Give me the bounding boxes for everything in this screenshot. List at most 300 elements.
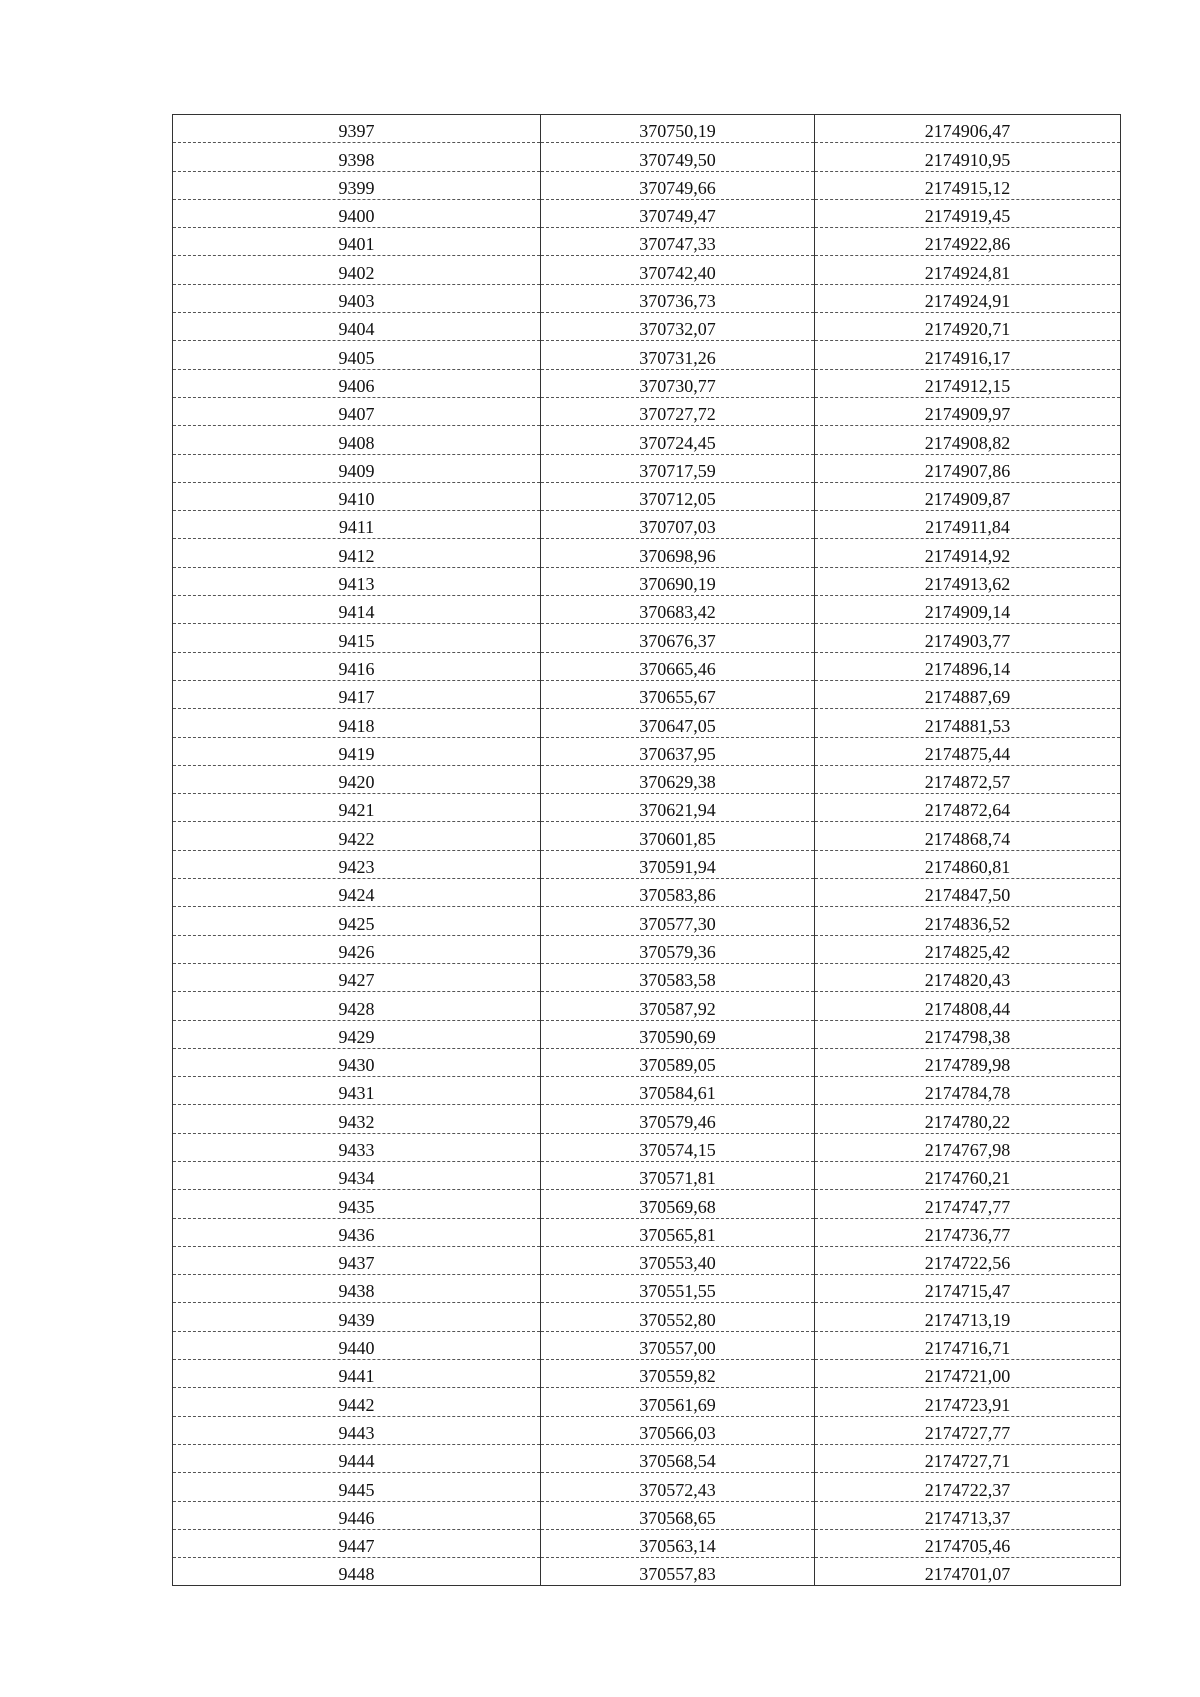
point-number-cell bbox=[173, 680, 541, 708]
x-coordinate-cell-text: 370579,46 bbox=[639, 1111, 716, 1132]
y-coordinate-cell bbox=[815, 1020, 1121, 1048]
point-number-cell bbox=[173, 454, 541, 482]
x-coordinate-cell bbox=[541, 1275, 815, 1303]
point-number-cell bbox=[173, 1331, 541, 1359]
y-coordinate-cell-text: 2174910,95 bbox=[924, 149, 1011, 170]
x-coordinate-cell-text: 370727,72 bbox=[639, 404, 716, 425]
point-number-cell bbox=[173, 850, 541, 878]
point-number-cell-text: 9418 bbox=[338, 715, 375, 736]
x-coordinate-cell bbox=[541, 143, 815, 171]
table-row bbox=[173, 652, 1121, 680]
x-coordinate-cell bbox=[541, 992, 815, 1020]
point-number-cell bbox=[173, 1275, 541, 1303]
point-number-cell-text: 9416 bbox=[338, 658, 375, 679]
x-coordinate-cell-text: 370557,00 bbox=[639, 1338, 716, 1359]
point-number-cell bbox=[173, 1048, 541, 1076]
table-row bbox=[173, 1161, 1121, 1189]
point-number-cell-text: 9402 bbox=[338, 262, 375, 283]
y-coordinate-cell bbox=[815, 935, 1121, 963]
table-row bbox=[173, 1275, 1121, 1303]
y-coordinate-cell-text: 2174924,81 bbox=[924, 262, 1011, 283]
x-coordinate-cell-text: 370568,54 bbox=[639, 1451, 716, 1472]
point-number-cell-text: 9405 bbox=[338, 347, 375, 368]
y-coordinate-cell-text: 2174723,91 bbox=[924, 1394, 1011, 1415]
x-coordinate-cell bbox=[541, 482, 815, 510]
point-number-cell bbox=[173, 935, 541, 963]
point-number-cell bbox=[173, 963, 541, 991]
y-coordinate-cell bbox=[815, 1048, 1121, 1076]
point-number-cell bbox=[173, 369, 541, 397]
y-coordinate-cell bbox=[815, 426, 1121, 454]
y-coordinate-cell bbox=[815, 1501, 1121, 1529]
x-coordinate-cell bbox=[541, 1388, 815, 1416]
x-coordinate-cell-text: 370637,95 bbox=[639, 743, 716, 764]
point-number-cell-text: 9397 bbox=[338, 121, 375, 142]
table-row bbox=[173, 794, 1121, 822]
table-row bbox=[173, 1133, 1121, 1161]
y-coordinate-cell-text: 2174881,53 bbox=[924, 715, 1011, 736]
point-number-cell bbox=[173, 1360, 541, 1388]
x-coordinate-cell bbox=[541, 1444, 815, 1472]
point-number-cell bbox=[173, 539, 541, 567]
point-number-cell-text: 9407 bbox=[338, 404, 375, 425]
x-coordinate-cell-text: 370572,43 bbox=[639, 1479, 716, 1500]
y-coordinate-cell-text: 2174736,77 bbox=[924, 1224, 1011, 1245]
point-number-cell bbox=[173, 1077, 541, 1105]
table-row bbox=[173, 511, 1121, 539]
table-row bbox=[173, 1529, 1121, 1557]
point-number-cell-text: 9435 bbox=[338, 1196, 375, 1217]
point-number-cell bbox=[173, 1529, 541, 1557]
x-coordinate-cell bbox=[541, 397, 815, 425]
y-coordinate-cell-text: 2174868,74 bbox=[924, 828, 1011, 849]
y-coordinate-cell bbox=[815, 143, 1121, 171]
x-coordinate-cell-text: 370557,83 bbox=[639, 1564, 716, 1585]
point-number-cell bbox=[173, 511, 541, 539]
y-coordinate-cell-text: 2174713,19 bbox=[924, 1309, 1011, 1330]
table-row bbox=[173, 1077, 1121, 1105]
x-coordinate-cell-text: 370566,03 bbox=[639, 1422, 716, 1443]
y-coordinate-cell bbox=[815, 992, 1121, 1020]
x-coordinate-cell bbox=[541, 624, 815, 652]
x-coordinate-cell-text: 370676,37 bbox=[639, 630, 716, 651]
table-row bbox=[173, 426, 1121, 454]
table-row bbox=[173, 737, 1121, 765]
y-coordinate-cell-text: 2174911,84 bbox=[925, 517, 1010, 538]
y-coordinate-cell-text: 2174722,56 bbox=[924, 1253, 1011, 1274]
y-coordinate-cell bbox=[815, 765, 1121, 793]
x-coordinate-cell bbox=[541, 596, 815, 624]
point-number-cell-text: 9434 bbox=[338, 1168, 375, 1189]
table-row bbox=[173, 1218, 1121, 1246]
point-number-cell-text: 9439 bbox=[338, 1309, 375, 1330]
point-number-cell-text: 9424 bbox=[338, 885, 375, 906]
y-coordinate-cell-text: 2174920,71 bbox=[924, 319, 1011, 340]
y-coordinate-cell-text: 2174784,78 bbox=[924, 1083, 1011, 1104]
point-number-cell bbox=[173, 1133, 541, 1161]
y-coordinate-cell-text: 2174760,21 bbox=[924, 1168, 1011, 1189]
y-coordinate-cell bbox=[815, 539, 1121, 567]
x-coordinate-cell bbox=[541, 228, 815, 256]
point-number-cell bbox=[173, 765, 541, 793]
point-number-cell-text: 9399 bbox=[338, 177, 375, 198]
x-coordinate-cell-text: 370569,68 bbox=[639, 1196, 716, 1217]
y-coordinate-cell bbox=[815, 1529, 1121, 1557]
point-number-cell bbox=[173, 1501, 541, 1529]
coordinates-table bbox=[172, 114, 1121, 1586]
x-coordinate-cell bbox=[541, 680, 815, 708]
y-coordinate-cell bbox=[815, 822, 1121, 850]
y-coordinate-cell-text: 2174780,22 bbox=[924, 1111, 1011, 1132]
table-row bbox=[173, 1331, 1121, 1359]
x-coordinate-cell-text: 370587,92 bbox=[639, 998, 716, 1019]
x-coordinate-cell-text: 370579,36 bbox=[639, 941, 716, 962]
point-number-cell bbox=[173, 228, 541, 256]
point-number-cell-text: 9409 bbox=[338, 460, 375, 481]
point-number-cell bbox=[173, 652, 541, 680]
table-row bbox=[173, 539, 1121, 567]
y-coordinate-cell-text: 2174705,46 bbox=[924, 1536, 1011, 1557]
table-row bbox=[173, 992, 1121, 1020]
table-row bbox=[173, 765, 1121, 793]
point-number-cell bbox=[173, 1105, 541, 1133]
x-coordinate-cell bbox=[541, 1218, 815, 1246]
point-number-cell-text: 9406 bbox=[338, 375, 375, 396]
y-coordinate-cell bbox=[815, 1473, 1121, 1501]
x-coordinate-cell-text: 370559,82 bbox=[639, 1366, 716, 1387]
y-coordinate-cell bbox=[815, 115, 1121, 143]
table-row bbox=[173, 850, 1121, 878]
y-coordinate-cell-text: 2174860,81 bbox=[924, 857, 1011, 878]
x-coordinate-cell bbox=[541, 1529, 815, 1557]
x-coordinate-cell bbox=[541, 284, 815, 312]
x-coordinate-cell bbox=[541, 1416, 815, 1444]
y-coordinate-cell bbox=[815, 879, 1121, 907]
y-coordinate-cell bbox=[815, 596, 1121, 624]
point-number-cell bbox=[173, 1558, 541, 1586]
x-coordinate-cell-text: 370747,33 bbox=[639, 234, 716, 255]
y-coordinate-cell bbox=[815, 397, 1121, 425]
y-coordinate-cell-text: 2174908,82 bbox=[924, 432, 1011, 453]
x-coordinate-cell bbox=[541, 256, 815, 284]
point-number-cell bbox=[173, 115, 541, 143]
y-coordinate-cell bbox=[815, 1558, 1121, 1586]
point-number-cell-text: 9419 bbox=[338, 743, 375, 764]
point-number-cell bbox=[173, 879, 541, 907]
x-coordinate-cell bbox=[541, 794, 815, 822]
point-number-cell bbox=[173, 1444, 541, 1472]
point-number-cell bbox=[173, 143, 541, 171]
x-coordinate-cell-text: 370712,05 bbox=[639, 489, 716, 510]
point-number-cell-text: 9425 bbox=[338, 913, 375, 934]
y-coordinate-cell-text: 2174919,45 bbox=[924, 206, 1011, 227]
y-coordinate-cell bbox=[815, 567, 1121, 595]
table-row bbox=[173, 1473, 1121, 1501]
table-row bbox=[173, 1048, 1121, 1076]
point-number-cell bbox=[173, 794, 541, 822]
y-coordinate-cell-text: 2174847,50 bbox=[924, 885, 1011, 906]
x-coordinate-cell-text: 370730,77 bbox=[639, 375, 716, 396]
x-coordinate-cell bbox=[541, 1501, 815, 1529]
point-number-cell-text: 9421 bbox=[338, 800, 375, 821]
y-coordinate-cell-text: 2174875,44 bbox=[924, 743, 1011, 764]
y-coordinate-cell bbox=[815, 1303, 1121, 1331]
table-row bbox=[173, 879, 1121, 907]
table-row bbox=[173, 935, 1121, 963]
y-coordinate-cell bbox=[815, 1077, 1121, 1105]
table-row bbox=[173, 1416, 1121, 1444]
x-coordinate-cell bbox=[541, 1161, 815, 1189]
x-coordinate-cell bbox=[541, 963, 815, 991]
table-row bbox=[173, 369, 1121, 397]
table-row bbox=[173, 143, 1121, 171]
x-coordinate-cell bbox=[541, 567, 815, 595]
point-number-cell-text: 9445 bbox=[338, 1479, 375, 1500]
table-row bbox=[173, 963, 1121, 991]
y-coordinate-cell-text: 2174825,42 bbox=[924, 941, 1011, 962]
x-coordinate-cell bbox=[541, 1077, 815, 1105]
point-number-cell bbox=[173, 341, 541, 369]
y-coordinate-cell bbox=[815, 737, 1121, 765]
y-coordinate-cell bbox=[815, 1161, 1121, 1189]
table-row bbox=[173, 171, 1121, 199]
y-coordinate-cell-text: 2174716,71 bbox=[924, 1338, 1011, 1359]
x-coordinate-cell-text: 370565,81 bbox=[639, 1224, 716, 1245]
point-number-cell-text: 9446 bbox=[338, 1507, 375, 1528]
x-coordinate-cell-text: 370736,73 bbox=[639, 291, 716, 312]
point-number-cell-text: 9428 bbox=[338, 998, 375, 1019]
y-coordinate-cell bbox=[815, 313, 1121, 341]
table-row bbox=[173, 1105, 1121, 1133]
x-coordinate-cell bbox=[541, 709, 815, 737]
x-coordinate-cell-text: 370571,81 bbox=[639, 1168, 716, 1189]
x-coordinate-cell bbox=[541, 1133, 815, 1161]
y-coordinate-cell-text: 2174909,14 bbox=[924, 602, 1011, 623]
table-row bbox=[173, 482, 1121, 510]
y-coordinate-cell-text: 2174713,37 bbox=[924, 1507, 1011, 1528]
x-coordinate-cell-text: 370731,26 bbox=[639, 347, 716, 368]
point-number-cell-text: 9410 bbox=[338, 489, 375, 510]
y-coordinate-cell bbox=[815, 709, 1121, 737]
point-number-cell bbox=[173, 256, 541, 284]
point-number-cell bbox=[173, 397, 541, 425]
y-coordinate-cell bbox=[815, 794, 1121, 822]
x-coordinate-cell-text: 370568,65 bbox=[639, 1507, 716, 1528]
x-coordinate-cell-text: 370583,86 bbox=[639, 885, 716, 906]
y-coordinate-cell bbox=[815, 1388, 1121, 1416]
x-coordinate-cell-text: 370621,94 bbox=[639, 800, 716, 821]
point-number-cell-text: 9447 bbox=[338, 1536, 375, 1557]
y-coordinate-cell-text: 2174887,69 bbox=[924, 687, 1011, 708]
x-coordinate-cell bbox=[541, 1360, 815, 1388]
coordinates-table-body bbox=[173, 115, 1121, 1586]
x-coordinate-cell bbox=[541, 369, 815, 397]
point-number-cell bbox=[173, 1218, 541, 1246]
x-coordinate-cell bbox=[541, 1246, 815, 1274]
point-number-cell bbox=[173, 1020, 541, 1048]
table-row bbox=[173, 397, 1121, 425]
point-number-cell-text: 9398 bbox=[338, 149, 375, 170]
y-coordinate-cell-text: 2174820,43 bbox=[924, 970, 1011, 991]
table-row bbox=[173, 1360, 1121, 1388]
y-coordinate-cell-text: 2174912,15 bbox=[924, 375, 1011, 396]
table-row bbox=[173, 596, 1121, 624]
y-coordinate-cell-text: 2174872,57 bbox=[924, 772, 1011, 793]
point-number-cell bbox=[173, 1246, 541, 1274]
x-coordinate-cell bbox=[541, 850, 815, 878]
y-coordinate-cell-text: 2174909,97 bbox=[924, 404, 1011, 425]
x-coordinate-cell-text: 370629,38 bbox=[639, 772, 716, 793]
table-row bbox=[173, 907, 1121, 935]
table-row bbox=[173, 709, 1121, 737]
y-coordinate-cell bbox=[815, 1416, 1121, 1444]
point-number-cell bbox=[173, 737, 541, 765]
y-coordinate-cell bbox=[815, 680, 1121, 708]
point-number-cell-text: 9423 bbox=[338, 857, 375, 878]
point-number-cell bbox=[173, 1190, 541, 1218]
point-number-cell bbox=[173, 992, 541, 1020]
point-number-cell-text: 9432 bbox=[338, 1111, 375, 1132]
x-coordinate-cell-text: 370732,07 bbox=[639, 319, 716, 340]
point-number-cell-text: 9437 bbox=[338, 1253, 375, 1274]
point-number-cell-text: 9430 bbox=[338, 1055, 375, 1076]
table-row bbox=[173, 284, 1121, 312]
point-number-cell-text: 9422 bbox=[338, 828, 375, 849]
y-coordinate-cell-text: 2174915,12 bbox=[924, 177, 1011, 198]
point-number-cell-text: 9404 bbox=[338, 319, 375, 340]
point-number-cell-text: 9417 bbox=[338, 687, 375, 708]
point-number-cell bbox=[173, 482, 541, 510]
x-coordinate-cell bbox=[541, 539, 815, 567]
y-coordinate-cell bbox=[815, 341, 1121, 369]
x-coordinate-cell-text: 370749,66 bbox=[639, 177, 716, 198]
y-coordinate-cell bbox=[815, 256, 1121, 284]
y-coordinate-cell-text: 2174896,14 bbox=[924, 658, 1011, 679]
table-row bbox=[173, 256, 1121, 284]
x-coordinate-cell bbox=[541, 341, 815, 369]
table-row bbox=[173, 454, 1121, 482]
x-coordinate-cell-text: 370647,05 bbox=[639, 715, 716, 736]
y-coordinate-cell bbox=[815, 1246, 1121, 1274]
point-number-cell-text: 9427 bbox=[338, 970, 375, 991]
table-row bbox=[173, 1501, 1121, 1529]
y-coordinate-cell bbox=[815, 1444, 1121, 1472]
point-number-cell bbox=[173, 199, 541, 227]
point-number-cell-text: 9442 bbox=[338, 1394, 375, 1415]
y-coordinate-cell bbox=[815, 1360, 1121, 1388]
x-coordinate-cell-text: 370707,03 bbox=[639, 517, 716, 538]
x-coordinate-cell-text: 370690,19 bbox=[639, 574, 716, 595]
y-coordinate-cell-text: 2174906,47 bbox=[924, 121, 1011, 142]
y-coordinate-cell bbox=[815, 284, 1121, 312]
y-coordinate-cell bbox=[815, 1218, 1121, 1246]
y-coordinate-cell bbox=[815, 199, 1121, 227]
x-coordinate-cell-text: 370601,85 bbox=[639, 828, 716, 849]
table-row bbox=[173, 1303, 1121, 1331]
table-row bbox=[173, 1558, 1121, 1586]
x-coordinate-cell bbox=[541, 426, 815, 454]
x-coordinate-cell bbox=[541, 171, 815, 199]
x-coordinate-cell bbox=[541, 935, 815, 963]
x-coordinate-cell bbox=[541, 879, 815, 907]
x-coordinate-cell-text: 370563,14 bbox=[639, 1536, 716, 1557]
table-row bbox=[173, 1444, 1121, 1472]
y-coordinate-cell-text: 2174701,07 bbox=[924, 1564, 1011, 1585]
x-coordinate-cell-text: 370583,58 bbox=[639, 970, 716, 991]
y-coordinate-cell-text: 2174808,44 bbox=[924, 998, 1011, 1019]
point-number-cell-text: 9414 bbox=[338, 602, 375, 623]
y-coordinate-cell-text: 2174836,52 bbox=[924, 913, 1011, 934]
x-coordinate-cell bbox=[541, 1558, 815, 1586]
x-coordinate-cell bbox=[541, 652, 815, 680]
point-number-cell bbox=[173, 426, 541, 454]
point-number-cell-text: 9415 bbox=[338, 630, 375, 651]
x-coordinate-cell bbox=[541, 511, 815, 539]
y-coordinate-cell-text: 2174722,37 bbox=[924, 1479, 1011, 1500]
y-coordinate-cell bbox=[815, 482, 1121, 510]
x-coordinate-cell-text: 370590,69 bbox=[639, 1026, 716, 1047]
point-number-cell-text: 9441 bbox=[338, 1366, 375, 1387]
x-coordinate-cell-text: 370655,67 bbox=[639, 687, 716, 708]
table-row bbox=[173, 822, 1121, 850]
point-number-cell-text: 9413 bbox=[338, 574, 375, 595]
x-coordinate-cell-text: 370552,80 bbox=[639, 1309, 716, 1330]
x-coordinate-cell bbox=[541, 737, 815, 765]
y-coordinate-cell bbox=[815, 228, 1121, 256]
point-number-cell-text: 9433 bbox=[338, 1139, 375, 1160]
table-row bbox=[173, 199, 1121, 227]
x-coordinate-cell-text: 370551,55 bbox=[639, 1281, 716, 1302]
table-row bbox=[173, 115, 1121, 143]
table-row bbox=[173, 341, 1121, 369]
x-coordinate-cell bbox=[541, 1020, 815, 1048]
x-coordinate-cell bbox=[541, 1303, 815, 1331]
x-coordinate-cell-text: 370683,42 bbox=[639, 602, 716, 623]
x-coordinate-cell-text: 370742,40 bbox=[639, 262, 716, 283]
y-coordinate-cell bbox=[815, 1331, 1121, 1359]
x-coordinate-cell-text: 370749,47 bbox=[639, 206, 716, 227]
x-coordinate-cell bbox=[541, 1105, 815, 1133]
x-coordinate-cell bbox=[541, 454, 815, 482]
point-number-cell-text: 9400 bbox=[338, 206, 375, 227]
x-coordinate-cell-text: 370561,69 bbox=[639, 1394, 716, 1415]
y-coordinate-cell bbox=[815, 369, 1121, 397]
point-number-cell-text: 9440 bbox=[338, 1338, 375, 1359]
point-number-cell-text: 9438 bbox=[338, 1281, 375, 1302]
y-coordinate-cell-text: 2174727,77 bbox=[924, 1422, 1011, 1443]
y-coordinate-cell bbox=[815, 907, 1121, 935]
y-coordinate-cell-text: 2174922,86 bbox=[924, 234, 1011, 255]
point-number-cell-text: 9443 bbox=[338, 1422, 375, 1443]
table-row bbox=[173, 228, 1121, 256]
y-coordinate-cell-text: 2174721,00 bbox=[924, 1366, 1011, 1387]
point-number-cell bbox=[173, 1161, 541, 1189]
table-row bbox=[173, 1246, 1121, 1274]
y-coordinate-cell bbox=[815, 963, 1121, 991]
y-coordinate-cell-text: 2174767,98 bbox=[924, 1139, 1011, 1160]
x-coordinate-cell-text: 370589,05 bbox=[639, 1055, 716, 1076]
y-coordinate-cell bbox=[815, 454, 1121, 482]
table-row bbox=[173, 567, 1121, 595]
y-coordinate-cell-text: 2174872,64 bbox=[924, 800, 1011, 821]
x-coordinate-cell-text: 370724,45 bbox=[639, 432, 716, 453]
x-coordinate-cell-text: 370591,94 bbox=[639, 857, 716, 878]
y-coordinate-cell bbox=[815, 850, 1121, 878]
x-coordinate-cell bbox=[541, 115, 815, 143]
x-coordinate-cell bbox=[541, 1190, 815, 1218]
table-row bbox=[173, 680, 1121, 708]
y-coordinate-cell-text: 2174907,86 bbox=[924, 460, 1011, 481]
